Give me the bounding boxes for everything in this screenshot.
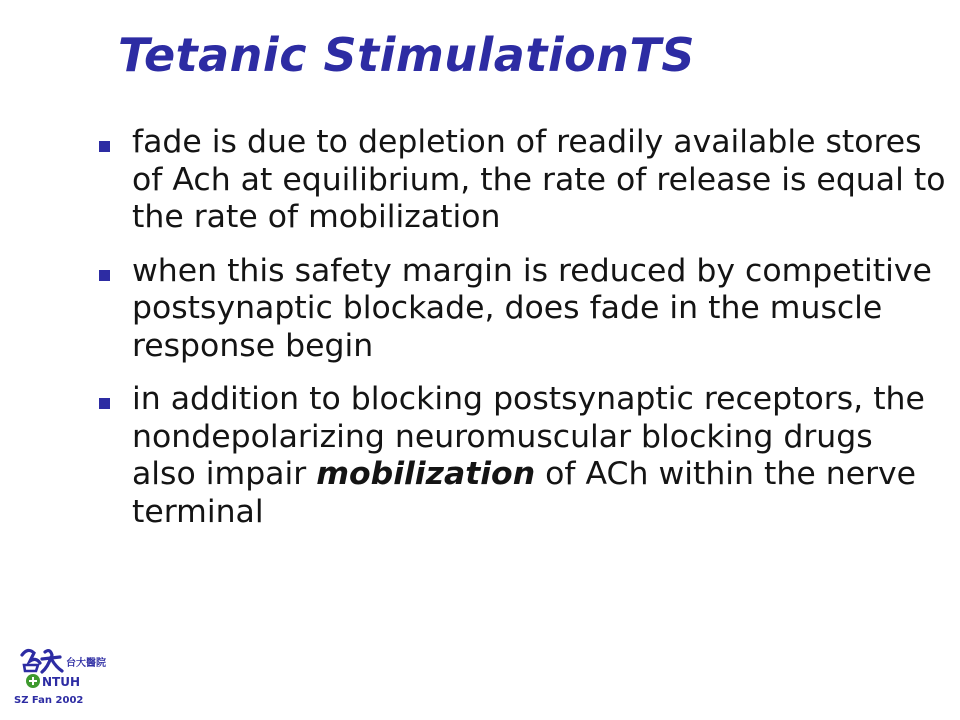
logo-chinese-text: 台大醫院: [66, 658, 106, 669]
square-bullet-icon: [99, 398, 110, 409]
bullet-text: when this safety margin is reduced by competitive postsynaptic blockade, does fade in the muscle response begin: [132, 252, 932, 364]
slide-title: Tetanic StimulationTS: [118, 28, 695, 82]
hospital-logo-icon: [18, 645, 106, 691]
emphasized-term: mobilization: [316, 456, 536, 492]
bullet-text: fade is due to depletion of readily available stores of Ach at equilibrium, the rate of release is equal to the rate of mobilization: [132, 124, 946, 235]
bullet-item: [96, 124, 946, 237]
logo-text: NTUH: [42, 675, 81, 689]
bullet-text-end: of ACh within the nerve terminal: [132, 456, 917, 530]
bullet-list: [96, 124, 946, 547]
square-bullet-icon: [99, 141, 110, 152]
square-bullet-icon: [99, 270, 110, 281]
bullet-item: [96, 381, 946, 531]
bullet-item: [96, 253, 946, 366]
footer-credit: SZ Fan 2002: [14, 695, 84, 706]
ntuh-logo: [18, 645, 106, 691]
bullet-text-start: in addition to blocking postsynaptic receptors, the nondepolarizing neuromuscular blocking drugs also impair: [132, 381, 925, 492]
